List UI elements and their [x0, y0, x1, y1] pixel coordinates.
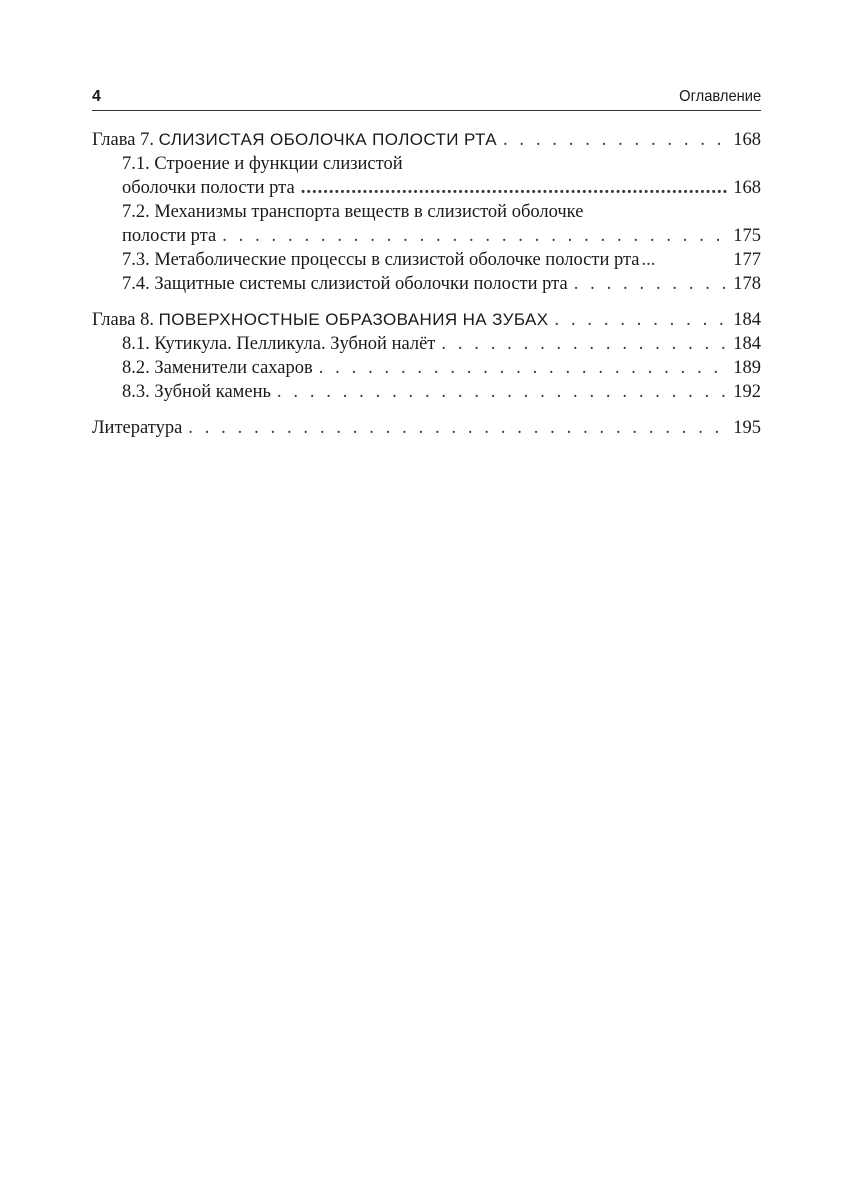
toc-entry-7-4[interactable]	[92, 272, 761, 296]
toc-entry-7-2-line-1[interactable]: 7.2. Механизмы транспорта веществ в слизистой оболочке	[122, 202, 584, 222]
toc-entry-chapter-7[interactable]	[92, 128, 761, 152]
dot-leader	[319, 356, 728, 380]
dot-leader	[277, 380, 727, 404]
dot-leader	[503, 128, 727, 152]
section-title: 7.3. Метаболические процессы в слизистой оболочке полости рта	[122, 250, 640, 270]
toc-entry-8-1[interactable]	[92, 332, 761, 356]
page-ref: 189	[733, 358, 761, 378]
page-ref: 178	[733, 274, 761, 294]
page-ref: 195	[733, 418, 761, 438]
page-ref: 192	[733, 382, 761, 402]
dot-leader	[555, 308, 728, 332]
section-title-cont: полости рта	[122, 226, 217, 246]
dot-leader	[301, 176, 728, 200]
toc-entry-chapter-8[interactable]	[92, 308, 761, 332]
chapter-prefix: Глава 8.	[92, 310, 159, 330]
page-ref: 184	[733, 334, 761, 354]
section-title-cont: оболочки полости рта	[122, 178, 295, 198]
running-head	[92, 86, 761, 111]
toc-entry-literature[interactable]	[92, 416, 761, 440]
dot-leader	[188, 416, 727, 440]
table-of-contents	[92, 128, 761, 440]
dot-leader	[441, 332, 727, 356]
chapter-title: ПОВЕРХНОСТНЫЕ ОБРАЗОВАНИЯ НА ЗУБАХ	[158, 310, 549, 329]
chapter-title: СЛИЗИСТАЯ ОБОЛОЧКА ПОЛОСТИ РТА	[158, 130, 497, 149]
page-ref: 177	[733, 250, 761, 270]
page-ref: 184	[733, 310, 761, 330]
toc-entry-7-1[interactable]	[92, 176, 761, 200]
section-title: Литература	[92, 418, 183, 438]
dot-leader	[222, 224, 727, 248]
dot-leader	[574, 272, 728, 296]
section-title: 8.2. Заменители сахаров	[122, 358, 313, 378]
chapter-prefix: Глава 7.	[92, 130, 159, 150]
toc-entry-8-3[interactable]	[92, 380, 761, 404]
section-title: Оглавление	[678, 88, 761, 105]
toc-entry-7-1-line-1[interactable]: 7.1. Строение и функции слизистой	[122, 154, 403, 174]
section-title: 7.4. Защитные системы слизистой оболочки полости рта	[122, 274, 568, 294]
page-ref: 175	[733, 226, 761, 246]
section-title: 8.1. Кутикула. Пелликула. Зубной налёт	[122, 334, 436, 354]
toc-entry-8-2[interactable]	[92, 356, 761, 380]
toc-entry-7-3[interactable]	[92, 248, 761, 272]
section-title: 8.3. Зубной камень	[122, 382, 271, 402]
page-ref: 168	[733, 130, 761, 150]
dot-leader	[642, 248, 732, 272]
page-number: 4	[92, 88, 101, 105]
toc-entry-7-2[interactable]	[92, 224, 761, 248]
page-ref: 168	[733, 178, 761, 198]
